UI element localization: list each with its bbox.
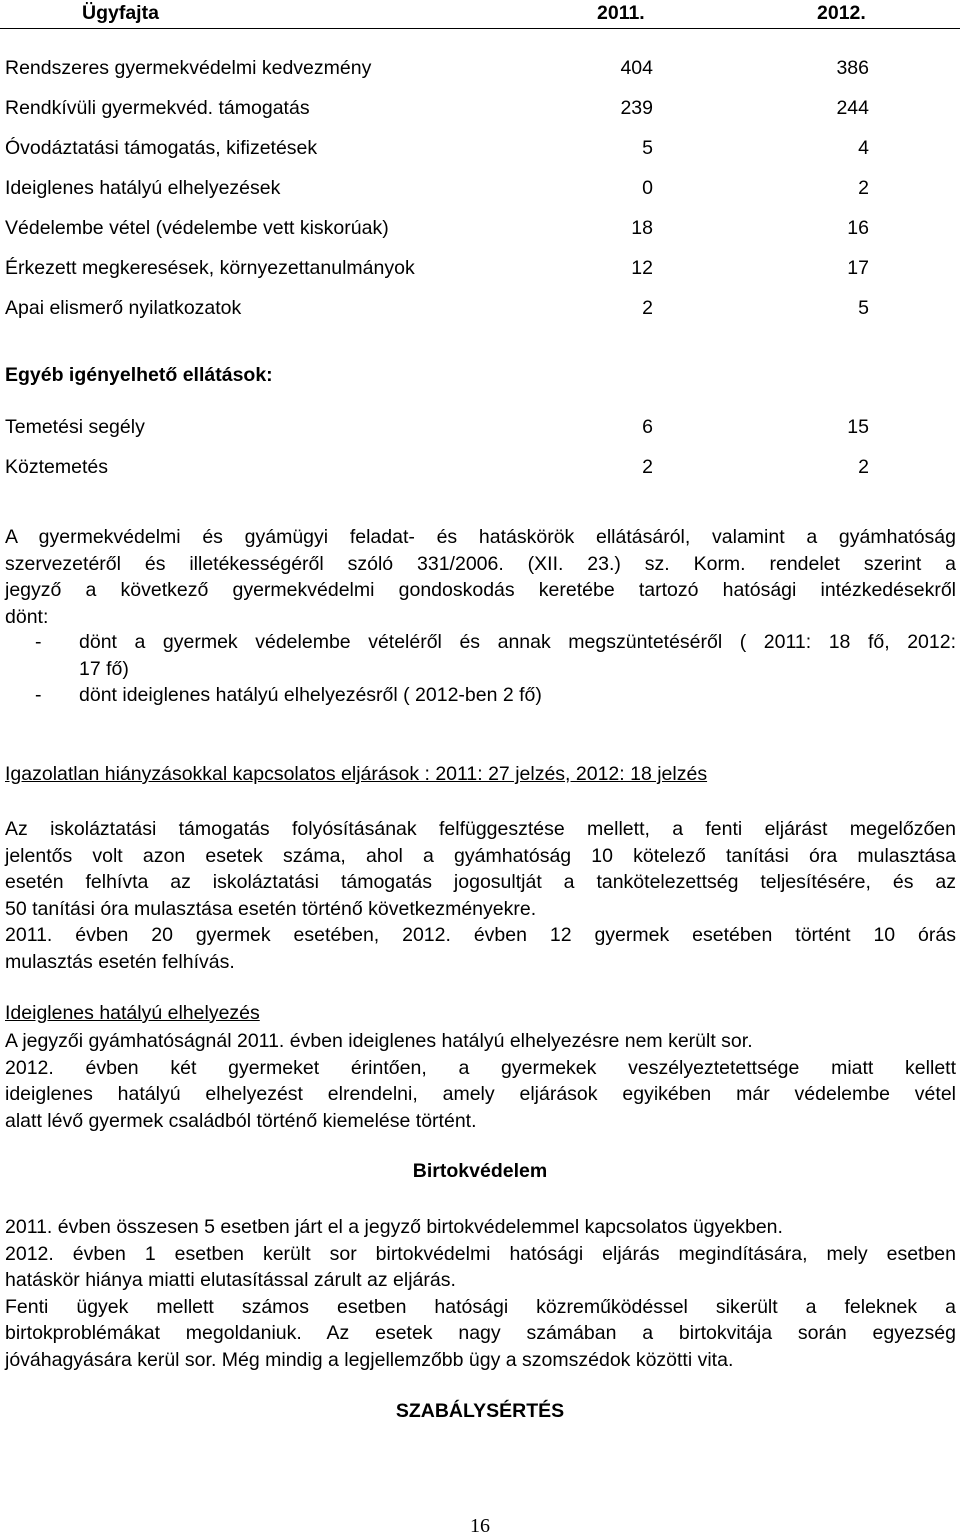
- property-heading: Birtokvédelem: [412, 1160, 548, 1182]
- page-number: 16: [470, 1515, 490, 1537]
- absences-paragraph: [5, 816, 956, 975]
- paragraph-line: 2011. évben összesen 5 esetben járt el a jegyző birtokvédelemmel kapcsolatos ügyekben.: [5, 1216, 783, 1238]
- other-benefits-heading: Egyéb igényelhető ellátások:: [5, 364, 273, 386]
- paragraph-line: Az iskoláztatási támogatás folyósításának felfüggesztése mellett, a fenti eljárást megelőzően: [5, 818, 956, 840]
- row-label: Rendkívüli gyermekvéd. támogatás: [5, 97, 310, 119]
- row-value-2011: 6: [642, 416, 653, 438]
- paragraph-line: szervezetéről és illetékességéről szóló 331/2006. (XII. 23.) sz. Korm. rendelet szerint a: [5, 552, 956, 575]
- table-row: [5, 217, 875, 243]
- paragraph-line: 2012. évben két gyermeket érintően, a gyermekek veszélyeztetettsége miatt kellett: [5, 1056, 956, 1079]
- row-value-2012: 5: [858, 297, 869, 319]
- table-header-label: Ügyfajta: [82, 2, 159, 24]
- table-header-2012: 2012.: [817, 2, 866, 24]
- table-row: [5, 297, 875, 323]
- row-value-2012: 17: [847, 257, 869, 279]
- row-label: Apai elismerő nyilatkozatok: [5, 297, 242, 319]
- bullet-line: dönt a gyermek védelembe vételéről és annak megszüntetéséről ( 2011: 18 fő, 2012:: [79, 631, 956, 653]
- table-row: [5, 416, 875, 442]
- bullet-dash: -: [35, 631, 42, 653]
- decree-paragraph: [5, 524, 956, 630]
- table-header-rule: [0, 28, 960, 29]
- paragraph-line: birtokproblémákat megoldaniuk. Az esetek nagy számában a birtokvitája során egyezség: [5, 1322, 956, 1344]
- table-row: [5, 257, 875, 283]
- paragraph-line: mulasztás esetén felhívás.: [5, 950, 235, 973]
- paragraph-line: Fenti ügyek mellett számos esetben hatósági közreműködéssel sikerült a feleknek a: [5, 1295, 956, 1318]
- row-value-2012: 244: [836, 97, 869, 119]
- row-value-2012: 16: [847, 217, 869, 239]
- row-value-2011: 18: [631, 217, 653, 239]
- table-row: [5, 97, 875, 123]
- table-row: [5, 456, 875, 482]
- paragraph-line: jegyző a következő gyermekvédelmi gondoskodás keretébe tartozó hatósági intézkedésekről: [5, 579, 956, 601]
- paragraph-line: alatt lévő gyermek családból történő kiemelése történt.: [5, 1109, 477, 1132]
- row-value-2012: 2: [858, 456, 869, 478]
- row-value-2011: 239: [620, 97, 653, 119]
- row-label: Védelembe vétel (védelembe vett kiskorúak): [5, 217, 389, 239]
- row-value-2011: 2: [642, 297, 653, 319]
- row-label: Köztemetés: [5, 456, 108, 478]
- offences-heading: SZABÁLYSÉRTÉS: [395, 1400, 565, 1422]
- row-label: Temetési segély: [5, 416, 145, 438]
- absences-heading: Igazolatlan hiányzásokkal kapcsolatos eljárások : 2011: 27 jelzés, 2012: 18 jelzés: [5, 763, 708, 785]
- bullet-dash: -: [35, 684, 42, 706]
- bullet-line: 17 fő): [79, 657, 129, 680]
- table-row: [5, 137, 875, 163]
- row-value-2011: 404: [620, 57, 653, 79]
- table-row: [5, 57, 875, 83]
- table-row: [5, 177, 875, 203]
- row-label: Érkezett megkeresések, környezettanulmányok: [5, 257, 415, 279]
- paragraph-line: jóváhagyására kerül sor. Még mindig a legjellemzőbb ügy a szomszédok közötti vita.: [5, 1348, 734, 1371]
- row-value-2012: 386: [836, 57, 869, 79]
- temporary-heading: Ideiglenes hatályú elhelyezés: [5, 1002, 260, 1024]
- row-value-2011: 12: [631, 257, 653, 279]
- paragraph-line: jelentős volt azon esetek száma, ahol a gyámhatóság 10 kötelező tanítási óra mulasztása: [5, 844, 956, 867]
- row-value-2012: 4: [858, 137, 869, 159]
- table-header-2011: 2011.: [597, 2, 645, 24]
- row-label: Óvodáztatási támogatás, kifizetések: [5, 137, 318, 159]
- paragraph-line: 2011. évben 20 gyermek esetében, 2012. évben 12 gyermek esetében történt 10 órás: [5, 924, 956, 946]
- paragraph-line: 2012. évben 1 esetben került sor birtokvédelmi hatósági eljárás megindítására, mely esetben: [5, 1242, 956, 1265]
- paragraph-line: 50 tanítási óra mulasztása esetén történő következményekre.: [5, 897, 537, 920]
- row-value-2011: 5: [642, 137, 653, 159]
- row-value-2011: 2: [642, 456, 653, 478]
- row-value-2012: 2: [858, 177, 869, 199]
- paragraph-line: A gyermekvédelmi és gyámügyi feladat- és hatáskörök ellátásáról, valamint a gyámhatóság: [5, 526, 956, 548]
- bullet-line: dönt ideiglenes hatályú elhelyezésről ( 2012-ben 2 fő): [79, 684, 542, 706]
- paragraph-line: ideiglenes hatályú elhelyezést elrendelni, amely eljárások egyikében már védelembe vétel: [5, 1083, 956, 1105]
- row-value-2011: 0: [642, 177, 653, 199]
- row-value-2012: 15: [847, 416, 869, 438]
- row-label: Ideiglenes hatályú elhelyezések: [5, 177, 281, 199]
- paragraph-line: hatáskör hiánya miatti elutasítással zárult az eljárás.: [5, 1269, 456, 1291]
- property-paragraph: [5, 1214, 956, 1373]
- paragraph-line: esetén felhívta az iskoláztatási támogatás jogosultját a tankötelezettség teljesítésére, és az: [5, 871, 956, 893]
- paragraph-line: dönt:: [5, 605, 49, 628]
- paragraph-line: A jegyzői gyámhatóságnál 2011. évben ideiglenes hatályú elhelyezésre nem került sor.: [5, 1030, 753, 1052]
- temporary-paragraph: [5, 1028, 956, 1134]
- row-label: Rendszeres gyermekvédelmi kedvezmény: [5, 57, 372, 79]
